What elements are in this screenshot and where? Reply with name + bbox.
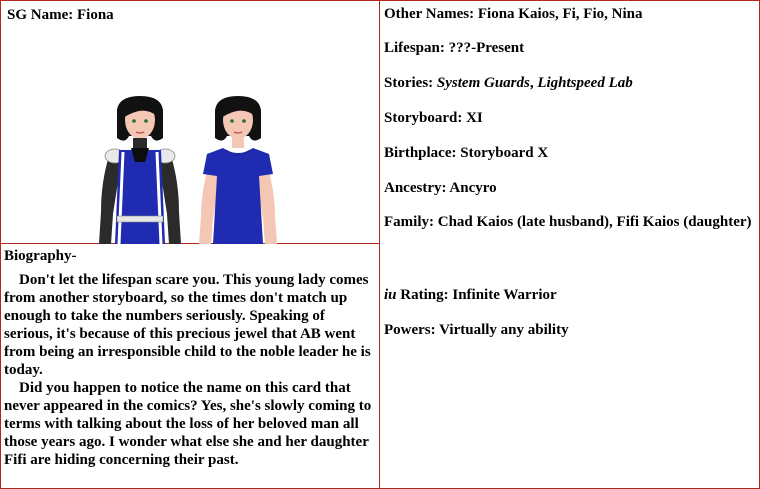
card-border-top <box>0 0 760 1</box>
card-divider-horizontal <box>0 243 380 244</box>
character-figure-armored <box>95 92 185 244</box>
ancestry-field: Ancestry: Ancyro <box>384 180 497 196</box>
birthplace-field: Birthplace: Storyboard X <box>384 145 549 161</box>
card-border-left <box>0 0 1 489</box>
biography-title: Biography- <box>4 248 77 264</box>
biography-paragraph: Did you happen to notice the name on this card that never appeared in the comics? Yes, she's slowly coming to terms with talking about the loss of her beloved man all those years ago. I wonder what else she and her daughter Fifi are hiding concerning their past. <box>4 380 372 468</box>
biography-paragraph: Don't let the lifespan scare you. This young lady comes from another storyboard, so the times don't match up enough to take the numbers seriously. Speaking of serious, it's because of this precious jewel that AB went from being an irresponsible child to the noble leader he is today. <box>4 272 371 378</box>
biography-text <box>4 271 376 469</box>
character-name: SG Name: Fiona <box>7 7 114 23</box>
stories-field: Stories: System Guards, Lightspeed Lab <box>384 75 633 91</box>
lifespan-field: Lifespan: ???-Present <box>384 40 525 56</box>
card-divider-vertical <box>379 0 380 489</box>
other-names-field: Other Names: Fiona Kaios, Fi, Fio, Nina <box>384 6 643 22</box>
storyboard-field: Storyboard: XI <box>384 110 483 126</box>
rating-field: iu Rating: Infinite Warrior <box>384 287 557 303</box>
family-field: Family: Chad Kaios (late husband), Fifi Kaios (daughter) <box>384 214 752 230</box>
character-figure-dress <box>193 92 283 244</box>
powers-field: Powers: Virtually any ability <box>384 322 569 338</box>
